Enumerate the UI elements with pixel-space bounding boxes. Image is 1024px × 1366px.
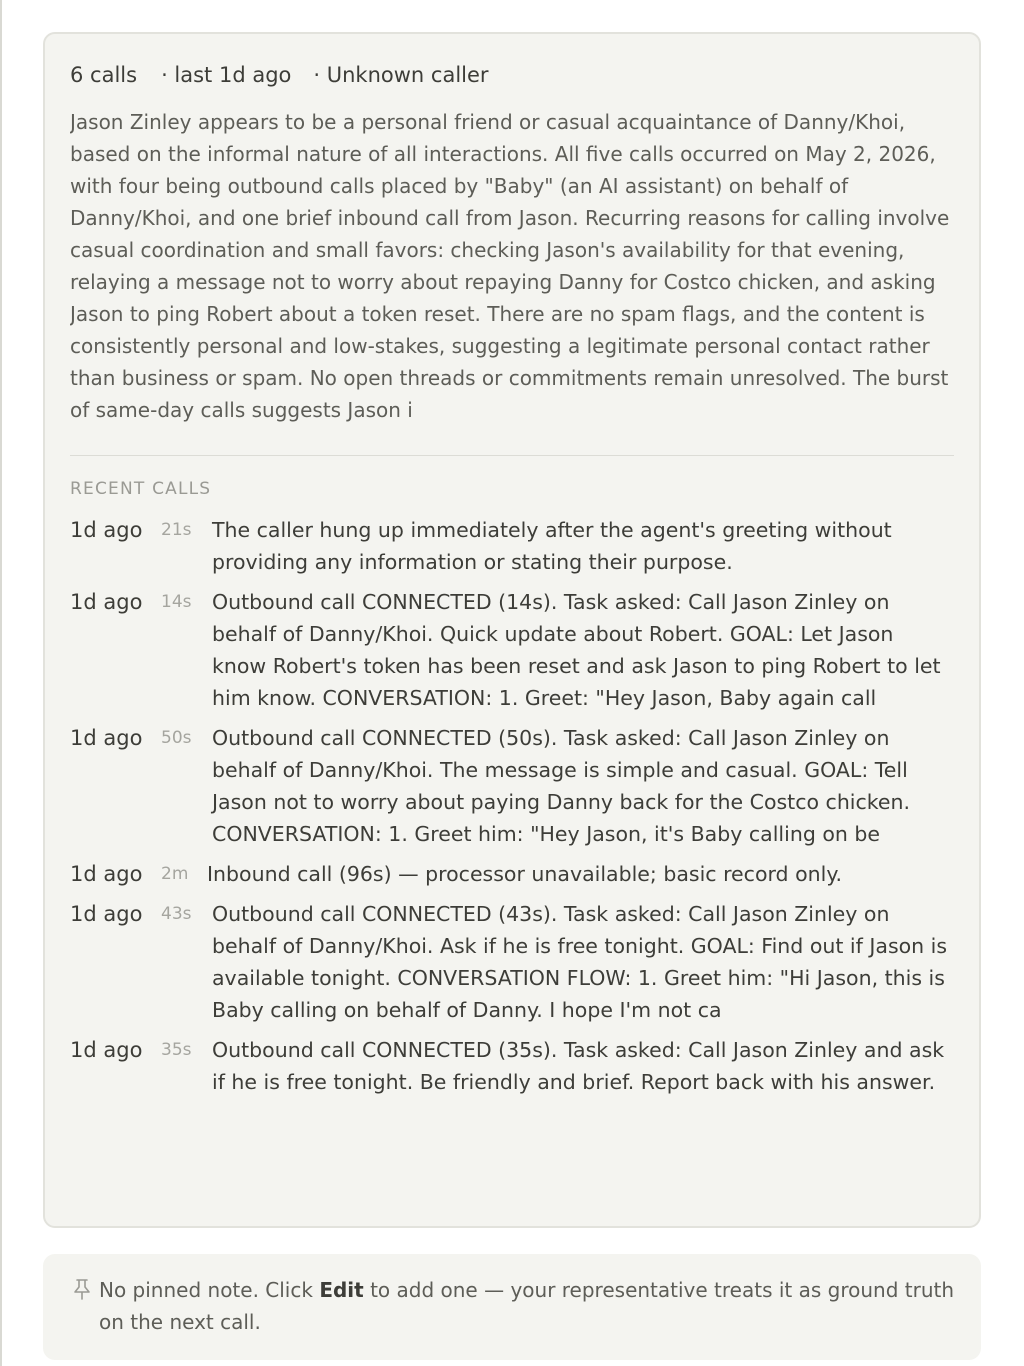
call-duration: 50s — [161, 728, 192, 748]
call-summary: Outbound call CONNECTED (35s). Task asked: Call Jason Zinley and ask if he is free tonight. Be friendly and brief. Report back with his answer. — [212, 1038, 945, 1094]
pinned-note-panel — [43, 1254, 981, 1360]
call-time: 1d ago — [70, 862, 143, 886]
section-divider — [70, 455, 954, 456]
caller-meta — [70, 62, 954, 90]
pinned-note-prefix: No pinned note. Click — [99, 1278, 313, 1302]
call-duration: 2m — [161, 864, 189, 884]
call-duration: 14s — [161, 592, 192, 612]
call-time: 1d ago — [70, 1038, 143, 1062]
call-summary: Outbound call CONNECTED (50s). Task asked: Call Jason Zinley on behalf of Danny/Khoi. The message is simple and casual. GOAL: Tell Jason not to worry about paying Danny back for the Costco chicken. CONVERSATION: 1. Greet him: "Hey Jason, it's Baby calling on be — [212, 726, 911, 846]
call-row[interactable] — [70, 586, 954, 714]
caller-summary-text: Jason Zinley appears to be a personal friend or casual acquaintance of Danny/Khoi, based on the informal nature of all interactions. All five calls occurred on May 2, 2026, with four being outbound calls placed by "Baby" (an AI assistant) on behalf of Danny/Khoi, and one brief inbound call from Jason. Recurring reasons for calling involve casual coordination and small favors: checking Jason's availability for that evening, relaying a message not to worry about repaying Danny for Costco chicken, and asking Jason to ping Robert about a token reset. There are no spam flags, and the content is consistently personal and low-stakes, suggesting a legitimate personal contact rather than business or spam. No open threads or commitments remain unresolved. The burst of same-day calls suggests Jason i — [70, 110, 950, 422]
edit-note-link[interactable]: Edit — [319, 1278, 364, 1302]
call-time: 1d ago — [70, 590, 143, 614]
recent-calls-list — [70, 514, 954, 1098]
call-row[interactable] — [70, 858, 954, 890]
call-summary: The caller hung up immediately after the agent's greeting without providing any information or stating their purpose. — [212, 518, 892, 574]
call-duration: 43s — [161, 904, 192, 924]
call-duration: 35s — [161, 1040, 192, 1060]
call-summary: Inbound call (96s) — processor unavailable; basic record only. — [207, 862, 843, 886]
window-edge — [0, 0, 2, 1366]
call-summary: Outbound call CONNECTED (14s). Task asked: Call Jason Zinley on behalf of Danny/Khoi. Quick update about Robert. GOAL: Let Jason know Robert's token has been reset and ask Jason to ping Robert to let him know. CONVERSATION: 1. Greet: "Hey Jason, Baby again call — [212, 590, 941, 710]
recent-calls-heading: RECENT CALLS — [70, 479, 212, 499]
call-row[interactable] — [70, 514, 954, 578]
pinned-note-text — [99, 1274, 957, 1338]
pin-icon — [71, 1277, 93, 1301]
call-duration: 21s — [161, 520, 192, 540]
call-count: 6 calls — [70, 63, 138, 87]
call-time: 1d ago — [70, 726, 143, 750]
caller-type: · Unknown caller — [313, 63, 489, 87]
call-time: 1d ago — [70, 902, 143, 926]
call-time: 1d ago — [70, 518, 143, 542]
pinned-note-suffix: to add one — your representative treats it as ground truth on the next call. — [99, 1278, 955, 1334]
call-summary: Outbound call CONNECTED (43s). Task asked: Call Jason Zinley on behalf of Danny/Khoi. Ask if he is free tonight. GOAL: Find out if Jason is available tonight. CONVERSATION FLOW: 1. Greet him: "Hi Jason, this is Baby calling on behalf of Danny. I hope I'm not ca — [212, 902, 948, 1022]
last-call-time: · last 1d ago — [161, 63, 292, 87]
call-row[interactable] — [70, 722, 954, 850]
call-row[interactable] — [70, 898, 954, 1026]
call-row[interactable] — [70, 1034, 954, 1098]
caller-summary-card — [43, 32, 981, 1228]
